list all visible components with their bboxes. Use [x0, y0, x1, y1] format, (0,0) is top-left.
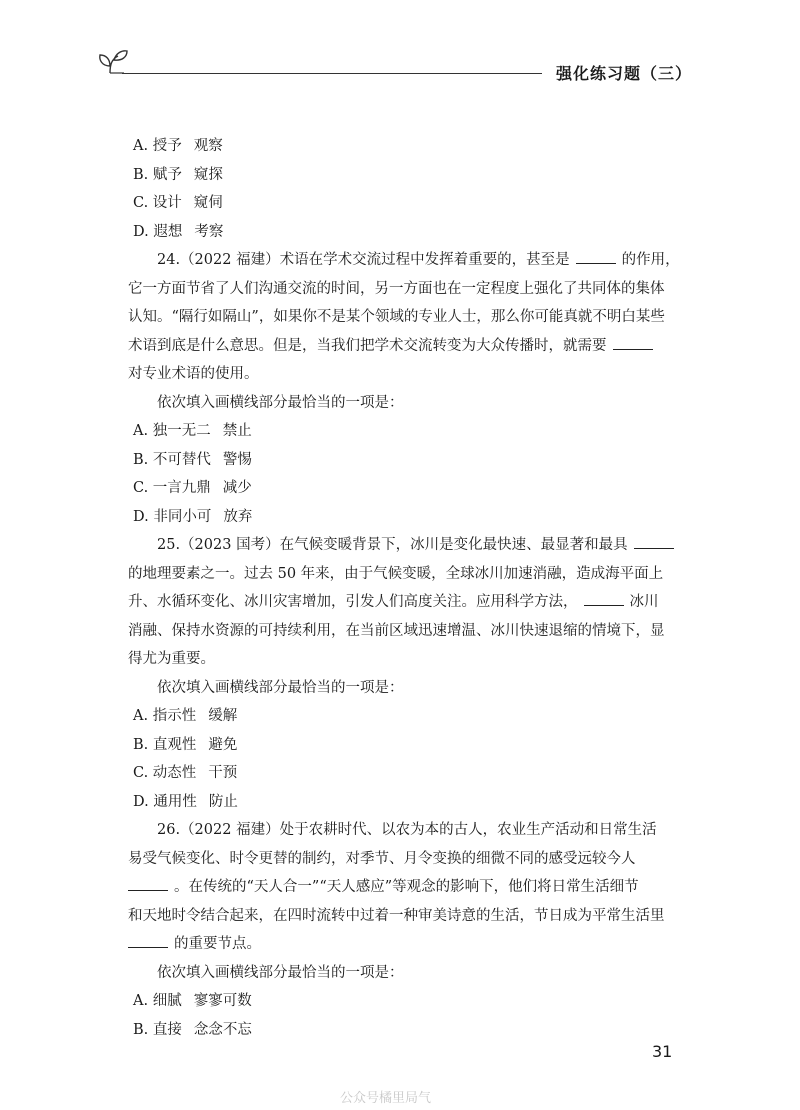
option-25-a: A. 指示性 缓解 — [133, 708, 238, 724]
option-25-c: C. 动态性 干预 — [133, 765, 238, 781]
page-header — [96, 44, 696, 84]
answer-blank — [634, 534, 674, 549]
option-26-a: A. 细腻 寥寥可数 — [133, 993, 252, 1009]
option-23-c: C. 设计 窥伺 — [133, 195, 223, 211]
question-24: 24.（2022 福建）术语在学术交流过程中发挥着重要的，甚至是 的作用， 它一方面节省了人们沟通交流的时间，另一方面也在一定程度上强化了共同体的集体 认知。“隔行如隔山”，如果你不是某个领域的专业人士，那么你可能真就不明白某些 术语到底是什么意思。但是，当我们把学术交流转变为大众传播时，就需要 对专业术语的使用。 依次填入画横线部分最恰当的一项是： A. 独一无二 禁止 B. 不可替代 警惕 C. 一言九鼎 减少 D. 非同小可 放弃 — [128, 246, 683, 531]
option-25-d: D. 通用性 防止 — [133, 793, 238, 810]
option-24-a: A. 独一无二 禁止 — [133, 423, 252, 439]
question-prompt: 依次填入画横线部分最恰当的一项是： — [157, 394, 404, 411]
option-23-b: B. 赋予 窥探 — [133, 166, 223, 183]
page-number: 31 — [652, 1042, 673, 1061]
question-26: 26.（2022 福建）处于农耕时代、以农为本的古人，农业生产活动和日常生活 易受气候变化、时令更替的制约，对季节、月令变换的细微不同的感受远较今人 。在传统的“天人合一”“天人感应”等观念的影响下，他们将日常生活细节 和天地时令结合起来，在四时流转中过着一种审美诗意的生活，节日成为平常生活里 的重要节点。 依次填入画横线部分最恰当的一项是： A. 细腻 寥寥可数 B. 直接 念念不忘 — [128, 816, 683, 1044]
page-content — [128, 132, 683, 1044]
question-25: 25.（2023 国考）在气候变暖背景下，冰川是变化最快速、最显著和最具 的地理要素之一。过去 50 年来，由于气候变暖，全球冰川加速消融，造成海平面上 升、水循环变化、冰川灾害增加，引发人们高度关注。应用科学方法， 冰川 消融、保持水资源的可持续利用，在当前区域迅速增温、冰川快速退缩的情境下，显 得尤为重要。 依次填入画横线部分最恰当的一项是： A. 指示性 缓解 B. 直观性 避免 C. 动态性 干预 D. 通用性 防止 — [128, 531, 683, 816]
option-24-b: B. 不可替代 警惕 — [133, 451, 252, 468]
answer-blank — [584, 591, 624, 606]
answer-blank — [128, 933, 168, 948]
option-26-b: B. 直接 念念不忘 — [133, 1021, 252, 1038]
question-prompt: 依次填入画横线部分最恰当的一项是： — [157, 964, 404, 981]
answer-blank — [576, 249, 616, 264]
answer-blank — [128, 876, 168, 891]
option-23-a: A. 授予 观察 — [133, 138, 223, 154]
section-title: 强化练习题（三） — [556, 64, 693, 83]
question-prompt: 依次填入画横线部分最恰当的一项是： — [157, 679, 404, 696]
option-25-b: B. 直观性 避免 — [133, 736, 238, 753]
option-23-d: D. 遐想 考察 — [133, 223, 224, 240]
watermark: 公众号橘里局气 — [340, 1091, 432, 1106]
answer-blank — [613, 335, 653, 350]
option-24-d: D. 非同小可 放弃 — [133, 508, 253, 525]
header-rule — [122, 73, 542, 74]
option-24-c: C. 一言九鼎 减少 — [133, 480, 252, 496]
